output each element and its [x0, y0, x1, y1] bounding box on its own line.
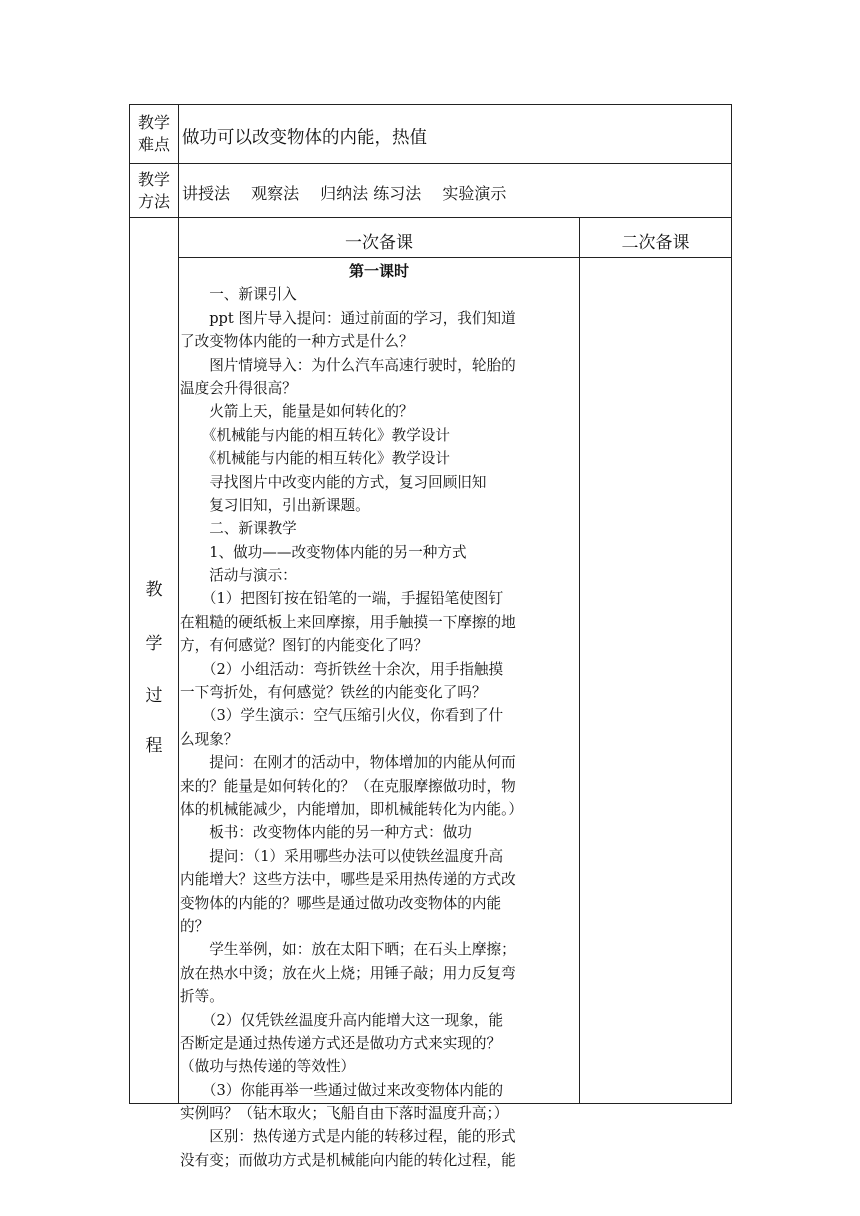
body-line: 板书：改变物体内能的另一种方式：做功 [180, 824, 472, 842]
process-label-char-2: 学 [145, 634, 163, 654]
body-line: 1、做功——改变物体内能的另一种方式 [180, 543, 467, 561]
body-line: 学生举例，如：放在太阳下晒；在石头上摩擦； [180, 941, 516, 959]
body-line: （3）学生演示：空气压缩引火仪，你看到了什 [180, 707, 504, 725]
body-line: 区别：热传递方式是内能的转移过程，能的形式 [180, 1128, 516, 1146]
body-line: 的？ [180, 917, 210, 935]
process-label-char-1: 教 [145, 580, 163, 600]
process-label-char-3: 过 [145, 686, 163, 706]
body-line: 放在热水中烫；放在火上烧；用锤子敲；用力反复弯 [180, 964, 516, 982]
body-line: 在粗糙的硬纸板上来回摩擦，用手触摸一下摩擦的地 [180, 613, 516, 631]
body-line: 否断定是通过热传递方式还是做功方式来实现的？ [180, 1034, 502, 1052]
first-prep-header: 一次备课 [345, 233, 413, 253]
method-label: 教学 方法 [137, 170, 170, 211]
body-line: 图片情境导入：为什么汽车高速行驶时，轮胎的 [180, 356, 516, 374]
body-line: 温度会升得很高？ [180, 379, 297, 397]
body-line: 提问：在刚才的活动中，物体增加的内能从何而 [180, 754, 516, 772]
table-line-row1 [129, 163, 732, 164]
table-line-header [178, 257, 732, 258]
body-line: 火箭上天，能量是如何转化的？ [180, 403, 414, 421]
body-line: 一下弯折处，有何感觉？铁丝的内能变化了吗？ [180, 684, 487, 702]
table-border-left [129, 104, 130, 1104]
body-line: （3）你能再举一些通过做过来改变物体内能的 [180, 1081, 504, 1099]
body-line: 内能增大？这些方法中，哪些是采用热传递的方式改 [180, 871, 516, 889]
body-line: 方，有何感觉？图钉的内能变化了吗？ [180, 637, 429, 655]
body-line: 来的？能量是如何转化的？（在克服摩擦做功时，物 [180, 777, 516, 795]
lesson-period-title: 第一课时 [348, 262, 409, 280]
body-line: （2）小组活动：弯折铁丝十余次，用手指触摸 [180, 660, 504, 678]
body-line: 了改变物体内能的一种方式是什么？ [180, 333, 414, 351]
table-line-col-split [579, 217, 580, 1104]
body-line: 一、新课引入 [180, 286, 297, 304]
body-line: 《机械能与内能的相互转化》教学设计 [180, 450, 450, 468]
body-line: （2）仅凭铁丝温度升高内能增大这一现象，能 [180, 1011, 504, 1029]
body-line: ppt 图片导入提问：通过前面的学习，我们知道 [180, 309, 516, 327]
table-border-right [731, 104, 732, 1104]
difficulty-label: 教学 难点 [137, 113, 170, 154]
table-line-label-col [178, 104, 179, 1104]
process-label-char-4: 程 [145, 736, 163, 756]
body-line: （1）把图钉按在铅笔的一端，手握铅笔使图钉 [180, 590, 504, 608]
body-line: （做功与热传递的等效性） [180, 1058, 356, 1076]
body-line: 么现象？ [180, 730, 239, 748]
body-line: 《机械能与内能的相互转化》教学设计 [180, 426, 450, 444]
table-line-row2 [129, 217, 732, 218]
body-line: 复习旧知，引出新课题。 [180, 496, 370, 514]
body-line: 活动与演示： [180, 567, 297, 585]
body-line: 变物体的内能的？哪些是通过做功改变物体的内能 [180, 894, 502, 912]
body-line: 实例吗？（钻木取火；飞船自由下落时温度升高；） [180, 1105, 509, 1123]
table-border-top [129, 104, 732, 105]
method-content: 讲授法 观察法 归纳法 练习法 实验演示 [182, 184, 507, 203]
body-line: 折等。 [180, 988, 224, 1006]
body-line: 提问：（1）采用哪些办法可以使铁丝温度升高 [180, 847, 504, 865]
second-prep-header: 二次备课 [621, 233, 690, 253]
body-line: 寻找图片中改变内能的方式，复习回顾旧知 [180, 473, 487, 491]
difficulty-content: 做功可以改变物体的内能，热值 [182, 128, 427, 148]
body-line: 没有变；而做功方式是机械能向内能的转化过程，能 [180, 1151, 516, 1169]
body-line: 体的机械能减少，内能增加，即机械能转化为内能。） [180, 800, 523, 818]
process-body-text [180, 260, 578, 1169]
body-line: 二、新课教学 [180, 520, 297, 538]
